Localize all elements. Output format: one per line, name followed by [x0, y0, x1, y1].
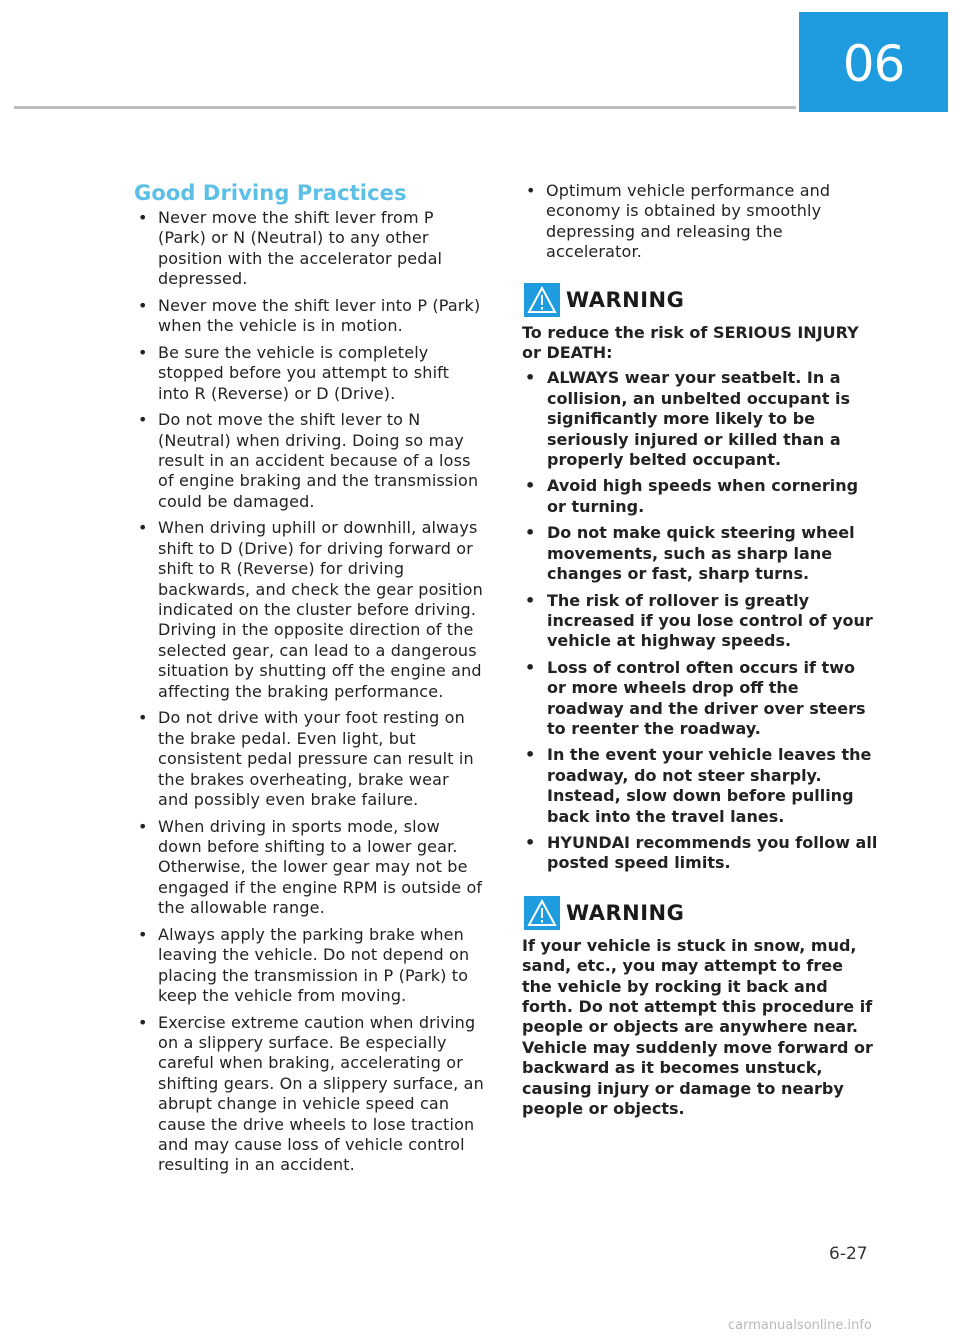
list-item	[134, 708, 484, 810]
bullet-marker: •	[525, 476, 536, 496]
bullet-marker: •	[525, 657, 536, 677]
warning-label-2: WARNING	[566, 900, 685, 925]
list-item-text: In the event your vehicle leaves the roadway, do not steer sharply. Instead, slow down before pulling back into the travel lanes.	[547, 745, 872, 826]
warning-list-item	[522, 745, 878, 827]
bullet-marker: •	[138, 518, 148, 538]
list-item-text: Do not make quick steering wheel movements, such as sharp lane changes or fast, sharp turns.	[547, 523, 855, 584]
warning-list-item	[522, 591, 878, 652]
bullet-marker: •	[138, 208, 148, 227]
warning-icon	[522, 283, 562, 317]
bullet-marker: •	[138, 1012, 148, 1032]
list-item	[134, 343, 484, 404]
list-item-text: When driving uphill or downhill, always shift to D (Drive) for driving forward or shift to R (Reverse) for driving backwards, and check the gear position indicated on the cluster before driving. Driving in the opposite direction of the selected gear, can lead to a dangerous situation by shutting off the engine and affecting the braking performance.	[158, 518, 483, 701]
list-item-text: Do not drive with your foot resting on the brake pedal. Even light, but consistent pedal pressure can result in the brakes overheating, brake wear and possibly even brake failure.	[158, 708, 474, 809]
list-item	[134, 817, 484, 919]
warning-intro: To reduce the risk of SERIOUS INJURY or DEATH:	[522, 322, 859, 363]
bullet-marker: •	[138, 816, 148, 836]
list-item-text: ALWAYS wear your seatbelt. In a collision, an unbelted occupant is significantly more likely to be seriously injured or killed than a properly belted occupant.	[547, 368, 851, 470]
list-item-text: Do not move the shift lever to N (Neutral) when driving. Doing so may result in an accident because of a loss of engine braking and the transmission could be damaged.	[158, 410, 479, 511]
bullet-marker: •	[526, 181, 536, 200]
page-number: 6-27	[829, 1244, 868, 1264]
warning-text-2: If your vehicle is stuck in snow, mud, sand, etc., you may attempt to free the vehicle by rocking it back and forth. Do not attempt this procedure if people or objects are anywhere near. Vehicle may suddenly move forward or backward as it becomes unstuck, causing injury or damage to nearby people or objects.	[522, 935, 873, 1119]
warning-list	[522, 368, 878, 873]
list-item-text: Avoid high speeds when cornering or turning.	[547, 476, 859, 516]
list-item	[134, 518, 484, 702]
chapter-tab: 06	[799, 12, 948, 112]
list-item-text: The risk of rollover is greatly increased if you lose control of your vehicle at highway speeds.	[547, 590, 873, 651]
bullet-marker: •	[138, 295, 148, 315]
list-item-text: Exercise extreme caution when driving on a slippery surface. Be especially careful when braking, accelerating or shifting gears. On a slippery surface, an abrupt change in vehicle speed can cause the drive wheels to lose traction and may cause loss of vehicle control resulting in an accident.	[158, 1012, 484, 1175]
list-item	[134, 296, 484, 337]
list-item-text: Be sure the vehicle is completely stopped before you attempt to shift into R (Reverse) or D (Drive).	[158, 342, 450, 403]
footer-watermark[interactable]: carmanualsonline.info	[728, 1318, 872, 1333]
list-item-text: HYUNDAI recommends you follow all posted speed limits.	[547, 832, 878, 873]
list-item-text: Loss of control often occurs if two or more wheels drop off the roadway and the driver over steers to reenter the roadway.	[547, 657, 866, 738]
warning-list-item	[522, 476, 878, 517]
warning-icon	[522, 896, 562, 930]
bullet-marker: •	[525, 590, 536, 610]
bullet-marker: •	[138, 924, 148, 944]
warning-list-item	[522, 833, 878, 874]
bullet-marker: •	[525, 368, 536, 388]
warning-list-item	[522, 368, 878, 470]
bullet-marker: •	[138, 342, 148, 362]
list-item-text: Optimum vehicle performance and economy is obtained by smoothly depressing and releasing the accelerator.	[546, 181, 831, 262]
driving-practices-list-continued	[522, 181, 878, 263]
bullet-marker: •	[138, 410, 148, 430]
list-item	[522, 181, 878, 263]
driving-practices-list	[134, 208, 484, 1176]
bullet-marker: •	[525, 523, 536, 543]
bullet-marker: •	[525, 745, 536, 765]
right-column	[522, 181, 878, 1119]
list-item	[134, 1013, 484, 1176]
warning-heading-2	[522, 896, 878, 930]
list-item	[134, 925, 484, 1007]
warning-list-item	[522, 658, 878, 740]
left-column	[134, 178, 484, 1182]
list-item-text: Never move the shift lever from P (Park) or N (Neutral) to any other position with the accelerator pedal depressed.	[158, 208, 443, 289]
bullet-marker: •	[525, 832, 536, 852]
bullet-marker: •	[138, 708, 148, 728]
list-item-text: When driving in sports mode, slow down before shifting to a lower gear. Otherwise, the lower gear may not be engaged if the engine RPM is outside of the allowable range.	[158, 816, 483, 918]
warning-list-item	[522, 523, 878, 584]
header-rule	[14, 106, 796, 109]
list-item-text: Always apply the parking brake when leaving the vehicle. Do not depend on placing the transmission in P (Park) to keep the vehicle from moving.	[158, 924, 470, 1005]
section-title: Good Driving Practices	[134, 181, 407, 205]
list-item	[134, 208, 484, 290]
warning-heading	[522, 283, 878, 317]
list-item-text: Never move the shift lever into P (Park) when the vehicle is in motion.	[158, 295, 481, 336]
list-item	[134, 410, 484, 512]
warning-label: WARNING	[566, 287, 685, 312]
